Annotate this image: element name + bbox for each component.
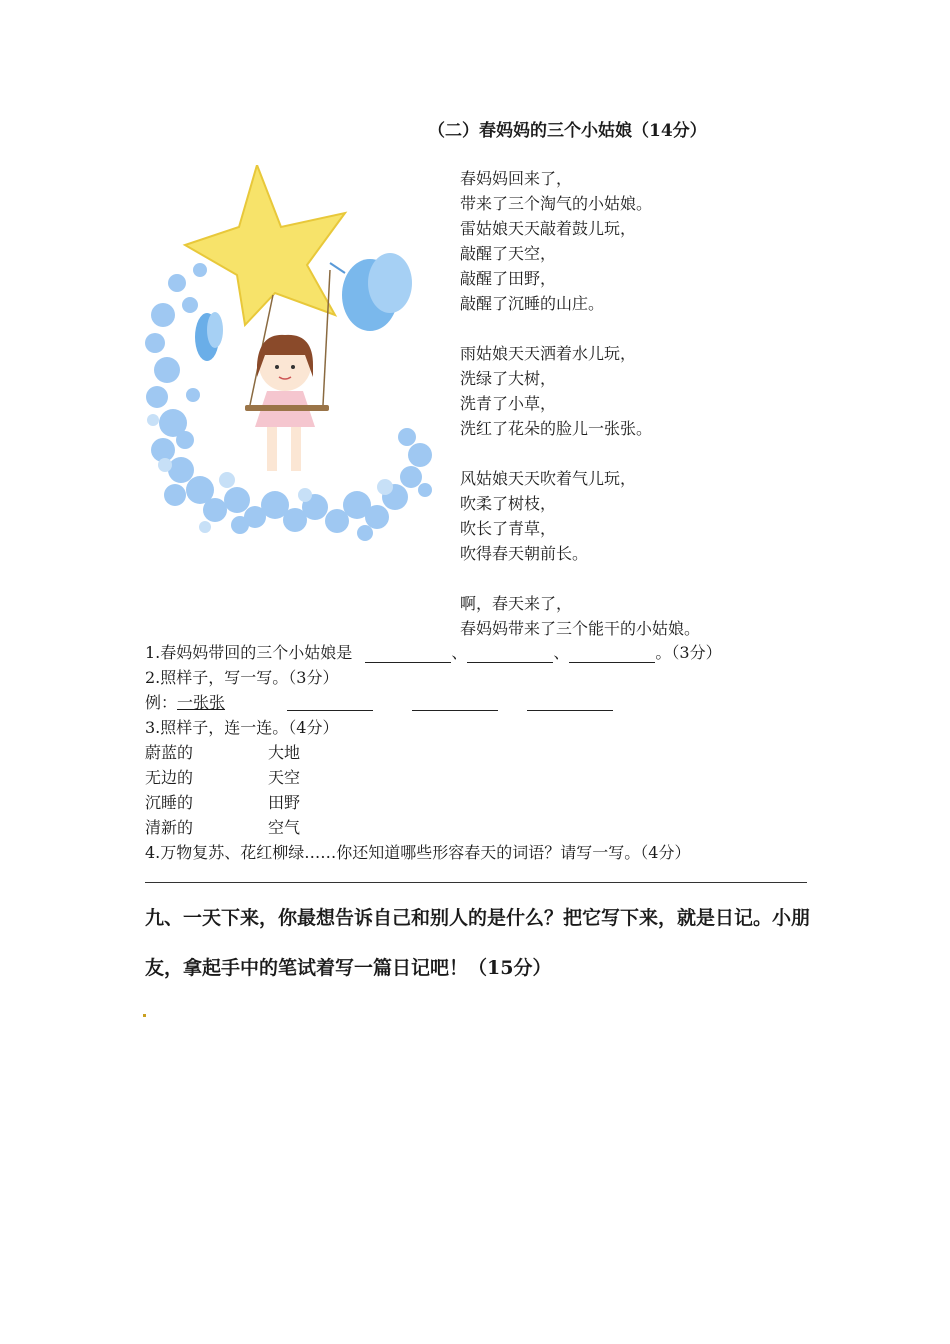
poem-line: 带来了三个淘气的小姑娘。 bbox=[460, 194, 653, 213]
match-left-item[interactable]: 清新的 bbox=[145, 818, 194, 837]
flower-right bbox=[330, 253, 412, 331]
ink-speck bbox=[143, 1014, 146, 1017]
section-nine-prompt: 九、一天下来，你最想告诉自己和别人的是什么？把它写下来，就是日记。小朋友，拿起手中的笔试着写一篇日记吧！（15分） bbox=[145, 907, 811, 979]
answer-blank[interactable] bbox=[467, 644, 553, 663]
stanza-gap bbox=[460, 566, 700, 591]
poem bbox=[460, 166, 700, 641]
poem-line: 吹得春天朝前长。 bbox=[460, 544, 589, 563]
poem-line: 敲醒了田野， bbox=[460, 269, 557, 288]
answer-blank[interactable] bbox=[287, 692, 373, 711]
separator: 、 bbox=[451, 643, 468, 662]
question-1 bbox=[145, 640, 722, 663]
star bbox=[185, 165, 345, 325]
question-1-end: 。（3分） bbox=[655, 643, 722, 662]
answer-line[interactable] bbox=[145, 882, 807, 883]
example-label: 例： bbox=[145, 693, 178, 712]
answer-blank[interactable] bbox=[412, 692, 498, 711]
separator: 、 bbox=[553, 643, 570, 662]
poem-line: 雨姑娘天天洒着水儿玩， bbox=[460, 344, 637, 363]
match-left-item[interactable]: 蔚蓝的 bbox=[145, 743, 194, 762]
poem-line: 春妈妈回来了， bbox=[460, 169, 573, 188]
poem-line: 吹长了青草， bbox=[460, 519, 557, 538]
question-2: 2.照样子，写一写。（3分） bbox=[145, 668, 339, 687]
match-left-item[interactable]: 无边的 bbox=[145, 768, 194, 787]
match-right-item[interactable]: 天空 bbox=[268, 768, 301, 787]
question-1-text: 1.春妈妈带回的三个小姑娘是 bbox=[145, 643, 353, 662]
stanza-gap bbox=[460, 441, 700, 466]
poem-line: 洗青了小草， bbox=[460, 394, 557, 413]
match-left-item[interactable]: 沉睡的 bbox=[145, 793, 194, 812]
match-right-item[interactable]: 大地 bbox=[268, 743, 301, 762]
poem-line: 敲醒了天空， bbox=[460, 244, 557, 263]
match-right-item[interactable]: 空气 bbox=[268, 818, 301, 837]
stanza-gap bbox=[460, 316, 700, 341]
poem-line: 吹柔了树枝， bbox=[460, 494, 557, 513]
answer-blank[interactable] bbox=[527, 692, 613, 711]
question-3: 3.照样子，连一连。（4分） bbox=[145, 718, 339, 737]
example-word: 一张张 bbox=[177, 693, 226, 712]
girl bbox=[255, 335, 315, 471]
flower-left bbox=[195, 312, 223, 361]
poem-line: 啊，春天来了， bbox=[460, 594, 573, 613]
reading-section-title: （二）春妈妈的三个小姑娘（14分） bbox=[428, 121, 707, 141]
poem-line: 雷姑娘天天敲着鼓儿玩， bbox=[460, 219, 637, 238]
poem-line: 敲醒了沉睡的山庄。 bbox=[460, 294, 605, 313]
question-4: 4.万物复苏、花红柳绿……你还知道哪些形容春天的词语？请写一写。（4分） bbox=[145, 843, 691, 862]
girl-on-star-swing-illustration bbox=[145, 165, 435, 547]
question-2-example bbox=[145, 690, 225, 713]
answer-blank[interactable] bbox=[569, 644, 655, 663]
poem-line: 洗红了花朵的脸儿一张张。 bbox=[460, 419, 653, 438]
poem-line: 春妈妈带来了三个能干的小姑娘。 bbox=[460, 619, 701, 638]
match-right-item[interactable]: 田野 bbox=[268, 793, 301, 812]
answer-blank[interactable] bbox=[365, 644, 451, 663]
poem-line: 洗绿了大树， bbox=[460, 369, 557, 388]
poem-line: 风姑娘天天吹着气儿玩， bbox=[460, 469, 637, 488]
